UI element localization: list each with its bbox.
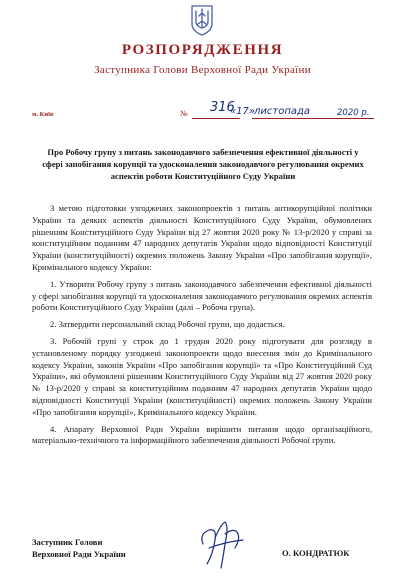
signatory-position [32,536,126,560]
position-line-1: Заступник Голови [32,537,103,547]
date-month: листопада [254,106,311,117]
paragraph-preamble: З метою підготовки узгоджених законопроектів з питань антикорупційної політики України та деяких аспектів діяльності Конституційного Суду України, обумовлених рішенням Конституційного Суду України від 27 жовтня 2020 року № 13-р/2020 у справі за конституційним поданням 47 народних депутатів України щодо відповідності Конституції України (конституційності) окремих положень Закону України «Про запобігання корупції», Кримінального кодексу України: [32,203,372,272]
handwritten-signature [195,514,251,572]
issuer-title: Заступника Голови Верховної Ради України [94,64,311,76]
signatory-name: О. КОНДРАТЮК [282,548,350,558]
document-title: Про Робочу групу з питань законодавчого забезпечення ефективної діяльності у сфері запобігання корупції та удосконалення законодавчого регулювання окремих аспектів роботи Конституційного Суду України [42,147,364,181]
paragraph-item-3: 3. Робочій групі у строк до 1 грудня 2020 року підготувати для розгляду в установленому порядку узгоджені законопроекти щодо внесення змін до Кримінального кодексу України, законів України «Про запобігання корупції» та «Про Конституційний Суд України», які обумовлені рішенням Конституційного Суду України від 27 жовтня 2020 року № 13-р/2020 у справі за конституційним поданням 47 народних депутатів України щодо відповідності Конституції України (конституційності) окремих положень Закону України «Про запобігання корупції», Кримінального кодексу України. [32,335,372,417]
place-of-issue: м. Київ [32,111,54,118]
document-type: РОЗПОРЯДЖЕННЯ [121,42,284,58]
date-line [252,118,374,119]
position-line-2: Верховної Ради України [32,549,126,559]
number-label: № [180,109,188,118]
paragraph-item-4: 4. Апарату Верховної Ради України вирішити питання щодо організаційного, матеріально-технічного та інформаційного забезпечення діяльності Робочої групи. [32,423,372,446]
date-year: 2020 р. [337,108,370,118]
document-body [32,203,372,452]
paragraph-item-1: 1. Утворити Робочу групу з питань законодавчого забезпечення ефективної діяльності у сфері запобігання корупції та удосконалення законодавчого регулювання окремих аспектів роботи Конституційного Суду України (далі – Робоча група). [32,278,372,313]
trident-emblem-icon [190,4,214,36]
document-number: 316 [210,100,235,115]
date-day: «17» [230,106,256,117]
paragraph-item-2: 2. Затвердити персональний склад Робочої групи, що додається. [50,319,285,330]
number-line [192,118,240,119]
